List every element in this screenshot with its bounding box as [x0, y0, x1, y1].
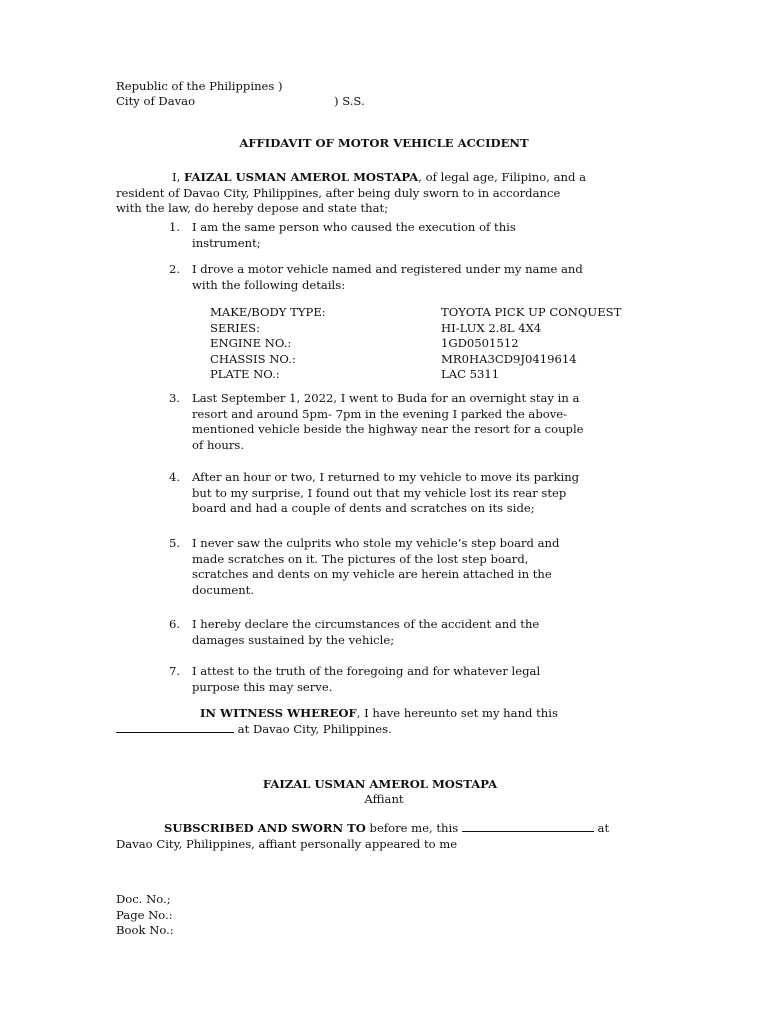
list-item-line: but to my surprise, I found out that my vehicle lost its rear step	[192, 485, 567, 500]
item-number-5: 5.	[169, 536, 181, 550]
jurat-line-2: Davao City, Philippines, affiant personally appeared to me	[116, 836, 458, 851]
list-item-line: resort and around 5pm- 7pm in the evening I parked the above-	[192, 406, 568, 421]
intro-line-2: resident of Davao City, Philippines, after being duly sworn to in accordance	[116, 185, 561, 200]
vehicle-value-plate: LAC 5311	[441, 367, 500, 381]
vehicle-value-series: HI-LUX 2.8L 4X4	[441, 320, 542, 335]
intro-prefix: I,	[172, 170, 184, 184]
list-item-line: I hereby declare the circumstances of the accident and the	[192, 617, 540, 631]
witness-heading: IN WITNESS WHEREOF	[200, 706, 357, 720]
vehicle-label-make: MAKE/BODY TYPE:	[210, 305, 326, 319]
item-number-6: 6.	[169, 617, 181, 631]
page-no-label: Page No.:	[116, 907, 173, 922]
list-item-line: I drove a motor vehicle named and registered under my name and	[192, 262, 583, 276]
witness-text: , I have hereunto set my hand this	[356, 706, 558, 720]
list-item-line: purpose this may serve.	[192, 679, 333, 694]
vehicle-value-make: TOYOTA PICK UP CONQUEST	[441, 305, 622, 319]
item-number-2: 2.	[169, 262, 181, 276]
jurat-text: before me, this	[365, 821, 462, 835]
intro-paragraph	[116, 170, 652, 217]
item-number-4: 4.	[169, 470, 181, 484]
vehicle-label-plate: PLATE NO.:	[210, 367, 280, 381]
notary-block	[116, 892, 174, 939]
list-item-2	[192, 262, 652, 293]
list-item-line: After an hour or two, I returned to my vehicle to move its parking	[192, 470, 580, 484]
vehicle-value-chassis: MR0HA3CD9J0419614	[441, 351, 577, 366]
affiant-signature-name: FAIZAL USMAN AMEROL MOSTAPA	[262, 777, 498, 791]
vehicle-label-chassis: CHASSIS NO.:	[210, 351, 296, 366]
list-item-7	[192, 664, 652, 695]
list-item-line: scratches and dents on my vehicle are herein attached in the	[192, 567, 552, 581]
list-item-line: instrument;	[192, 235, 261, 250]
witness-paragraph	[116, 706, 652, 737]
intro-line-3: with the law, do hereby depose and state that;	[116, 201, 389, 215]
list-item-4	[192, 470, 652, 517]
intro-line-1-rest: , of legal age, Filipino, and a	[418, 170, 586, 184]
list-item-line: damages sustained by the vehicle;	[192, 632, 395, 647]
intro-line-1	[116, 170, 652, 186]
vehicle-label-series: SERIES:	[210, 320, 261, 335]
jurat-at: at	[593, 821, 610, 835]
jurat-date-blank-line	[462, 821, 594, 832]
jurat-heading: SUBSCRIBED AND SWORN TO	[164, 821, 366, 835]
list-item-line: I am the same person who caused the execution of this	[192, 220, 516, 234]
item-number-1: 1.	[169, 220, 181, 234]
vehicle-details-values	[441, 305, 621, 383]
list-item-1	[192, 220, 652, 251]
list-item-6	[192, 617, 652, 648]
witness-line-2	[116, 722, 652, 738]
date-blank-line	[116, 722, 234, 733]
vehicle-value-engine: 1GD0501512	[441, 336, 519, 350]
list-item-line: with the following details:	[192, 277, 346, 292]
item-number-7: 7.	[169, 664, 181, 678]
jurat-line-1	[116, 821, 652, 837]
book-no-label: Book No.:	[116, 923, 174, 937]
header-republic: Republic of the Philippines )	[116, 79, 283, 93]
list-item-3	[192, 391, 652, 453]
list-item-line: I never saw the culprits who stole my vehicle’s step board and	[192, 536, 560, 550]
witness-place: at Davao City, Philippines.	[234, 721, 392, 736]
witness-line-1	[116, 706, 652, 722]
header-ss: ) S.S.	[334, 94, 365, 108]
list-item-line: I attest to the truth of the foregoing and for whatever legal	[192, 664, 541, 678]
list-item-line: made scratches on it. The pictures of the lost step board,	[192, 551, 529, 566]
list-item-line: Last September 1, 2022, I went to Buda for an overnight stay in a	[192, 391, 580, 405]
jurat-paragraph	[116, 821, 652, 852]
header-city: City of Davao	[116, 94, 196, 108]
affiant-role: Affiant	[364, 792, 404, 806]
doc-no-label: Doc. No.;	[116, 892, 171, 906]
item-number-3: 3.	[169, 391, 181, 405]
vehicle-label-engine: ENGINE NO.:	[210, 336, 292, 350]
document-title: AFFIDAVIT OF MOTOR VEHICLE ACCIDENT	[239, 136, 529, 150]
list-item-line: mentioned vehicle beside the highway near the resort for a couple	[192, 422, 584, 436]
affiant-name-intro: FAIZAL USMAN AMEROL MOSTAPA	[183, 170, 419, 184]
list-item-line: document.	[192, 582, 255, 597]
list-item-line: board and had a couple of dents and scratches on its side;	[192, 501, 535, 515]
list-item-line: of hours.	[192, 437, 245, 452]
list-item-5	[192, 536, 652, 598]
vehicle-details-labels	[210, 305, 326, 383]
